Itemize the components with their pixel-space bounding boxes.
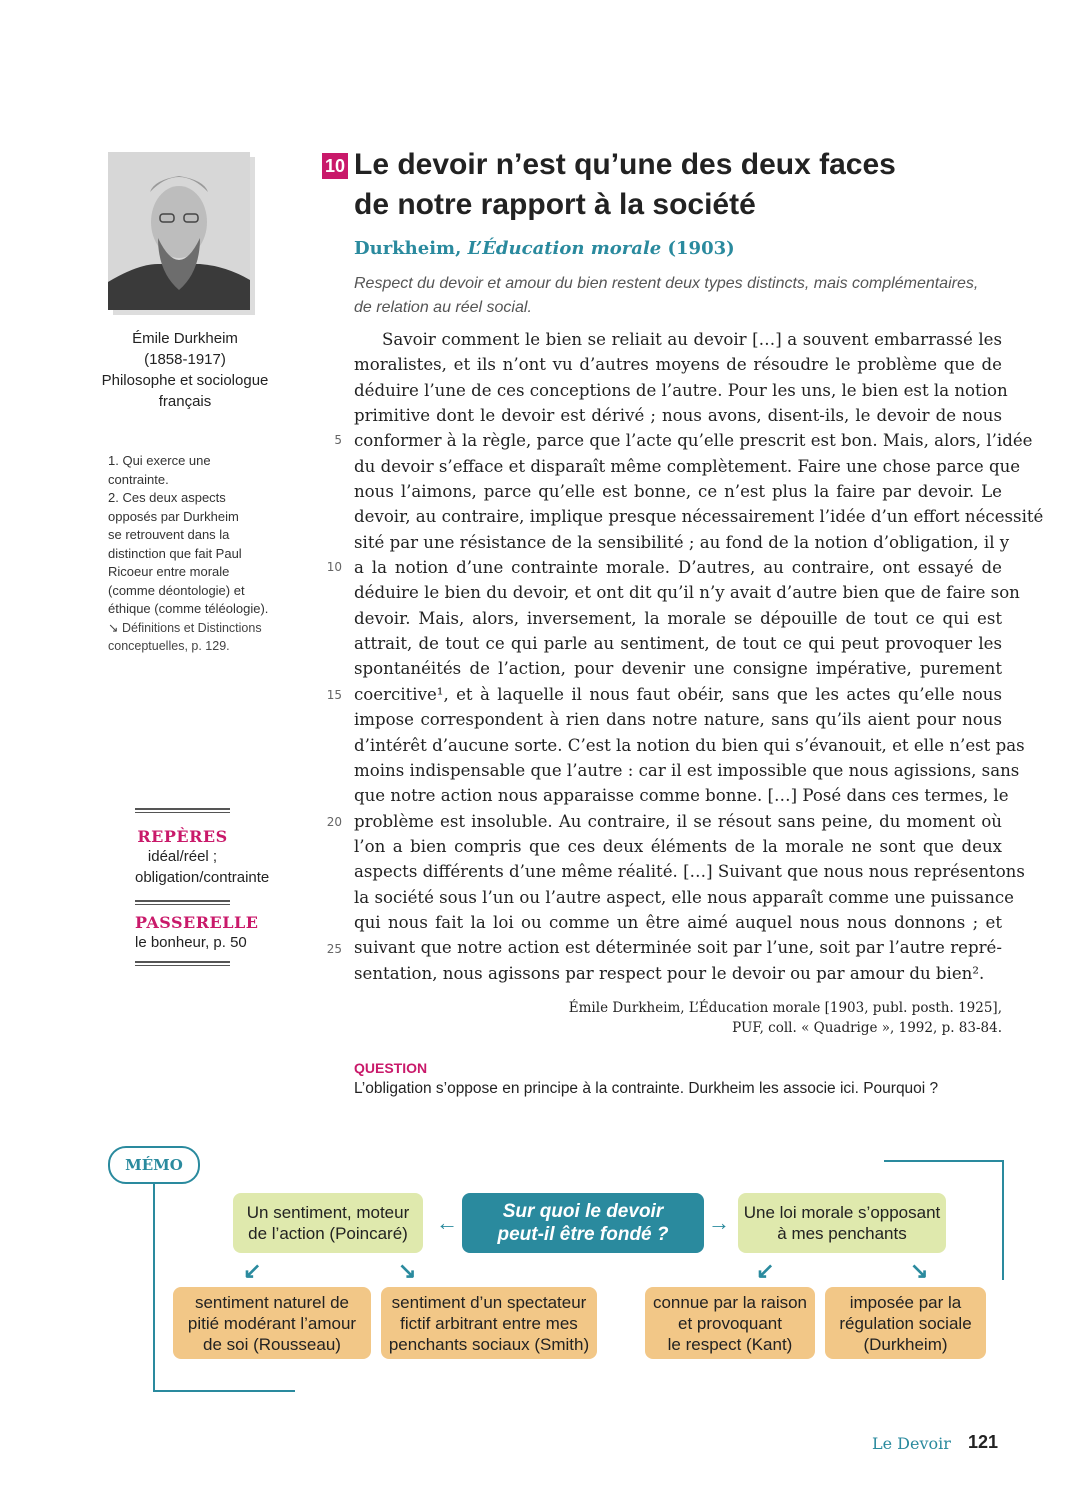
node-line: de l’action (Poincaré) [248,1224,408,1243]
note-crossref[interactable]: conceptuelles, p. 129. [108,639,230,653]
author-line [354,238,735,259]
node-line: pitié modérant l’amour [187,1313,357,1333]
node-line: sentiment naturel de [194,1292,350,1312]
text-line: suivant que notre action est déterminée soit par l’une, soit par l’autre repré- [354,938,1002,958]
text-line: moins indispensable que l’autre : car il est impossible que nous agissions, sans [354,760,1020,780]
main-text [354,327,1044,986]
caption-dates: (1858-1917) [144,351,226,368]
page-number: 121 [968,1432,999,1452]
node-line: le respect (Kant) [667,1334,793,1354]
text-line: conformer à la règle, parce que l’acte qu’elle prescrit est bon. Mais, alors, l’idée [354,431,1033,451]
line-number: 25 [326,942,342,956]
passerelle-link[interactable]: le bonheur, p. 50 [135,934,247,951]
question-text: L’obligation s’oppose en principe à la contrainte. Durkheim les associe ici. Pourquoi ? [354,1080,939,1097]
text-line: attrait, de tout ce qui parle au sentiment, de tout ce qui peut provoquer les [354,634,1002,654]
arrow-down-right-icon: ↘ [398,1258,417,1283]
node-line: régulation sociale [839,1313,972,1333]
node-line: peut-il être fondé ? [497,1224,669,1245]
work-year: (1903) [661,238,735,259]
citation [540,998,1002,1038]
note-line: 1. Qui exerce une [108,453,211,468]
text-line: sentation, nous agissons par respect pour le devoir ou par amour du bien². [354,963,985,983]
arrow-down-left-icon: ↙ [243,1258,262,1283]
node-line: de soi (Rousseau) [203,1334,341,1354]
page-title [354,145,914,225]
note-line: distinction que fait Paul [108,545,242,561]
text-line: que notre action nous apparaisse comme bonne. […] Posé dans ces termes, le [354,786,1009,806]
intro-line: de relation au réel social. [354,299,532,316]
line-number: 5 [334,433,342,447]
memo-leaf-durkheim [825,1287,986,1359]
text-line: devoir, au contraire, implique presque nécessairement l’idée d’un effort nécessité [354,507,1044,527]
caption-name: Émile Durkheim [132,330,238,347]
text-line: nous l’aimons, parce qu’elle est bonne, ce n’est plus la faire par devoir. Le [354,482,1002,502]
caption-role: Philosophe et sociologue [101,372,269,389]
text-line: problème est insoluble. Au contraire, il se résout sans peine, du moment où [354,811,1002,831]
memo-node-sentiment [233,1193,423,1253]
reperes-line: obligation/contrainte [135,869,270,886]
node-line: (Durkheim) [863,1334,948,1354]
portrait-caption [100,328,270,412]
line-number: 15 [326,688,342,702]
node-line: Une loi morale s’opposant [743,1203,941,1222]
node-line: et provoquant [678,1313,782,1333]
intro-line: Respect du devoir et amour du bien restent deux types distincts, mais complémentaires, [354,275,979,292]
text-line: primitive dont le devoir est dérivé ; nous avons, disent-ils, le devoir de nous [354,406,1002,426]
node-line: fictif arbitrant entre mes [400,1313,578,1333]
memo-badge: MÉMO [108,1146,200,1184]
doc-number-badge: 10 [322,153,348,179]
memo-node-loi-morale [738,1193,946,1253]
citation-line: PUF, coll. « Quadrige », 1992, p. 83-84. [732,1020,1002,1036]
divider [135,900,230,905]
node-line: à mes penchants [777,1224,907,1243]
memo-leaf-rousseau [173,1287,371,1359]
text-line: déduire le bien du devoir, et ont dit qu’il n’y avait d’autre bien que de faire son [354,583,1020,603]
reperes-line: idéal/réel ; [147,848,218,865]
caption-nationality: français [158,393,212,410]
note-line: contrainte. [108,471,169,487]
arrow-down-left-icon: ↙ [756,1258,775,1283]
portrait-illustration [108,152,250,310]
text-line: moralistes, et ils n’ont vu d’autres moyens de résoudre le problème que de [354,355,1002,375]
node-line: imposée par la [849,1292,962,1312]
memo-node-center [462,1193,704,1253]
text-line: spontanéités de l’action, pour devenir une consigne impérative, purement [354,659,1002,679]
title-line: de notre rapport à la société [354,188,756,221]
note-line: 2. Ces deux aspects [108,490,226,505]
text-line: coercitive¹, et à laquelle il nous faut obéir, sans que les actes qu’elle nous [354,684,1002,704]
reperes-box [135,808,270,966]
text-line: déduire l’une de ces conceptions de l’autre. Pour les uns, le bien est la notion [354,380,1008,400]
note-line: opposés par Durkheim [108,508,239,524]
note-line: éthique (comme téléologie). [108,601,269,616]
text-line: Savoir comment le bien se reliait au devoir […] a souvent embarrassé les [382,330,1002,349]
node-line: Un sentiment, moteur [246,1203,410,1222]
note-line: (comme déontologie) et [108,582,245,598]
text-line: aspects différents d’une même réalité. […] Suivant que nous nous représentons [354,862,1025,882]
memo-leaf-smith [381,1287,597,1359]
node-line: connue par la raison [652,1292,808,1312]
title-line: Le devoir n’est qu’une des deux faces [354,148,896,181]
text-line: d’intérêt d’aucune sorte. C’est la notion du bien qui s’évanouit, et elle n’est pas [354,735,1025,755]
note-line: Ricoeur entre morale [108,564,230,579]
line-number: 10 [326,560,342,574]
node-line: sentiment d’un spectateur [391,1292,587,1312]
author-name: Durkheim, [354,238,468,259]
memo-leaf-kant [645,1287,815,1359]
text-line: l’on a bien compris que ces deux éléments de la morale ne sont que deux [354,836,1002,856]
reperes-title: REPÈRES [137,827,228,846]
line-number: 20 [326,815,342,829]
text-line: la société sous l’un ou l’autre aspect, elle nous apparaît comme une puissance [354,887,1014,907]
node-line: penchants sociaux (Smith) [388,1334,590,1354]
portrait-photo [108,152,250,310]
text-line: impose correspondent à rien dans notre nature, sans qu’ils aient pour nous [354,710,1002,730]
work-title: L’Éducation morale [467,238,662,259]
divider [135,808,230,813]
text-line: sité par une résistance de la sensibilité ; au fond de la notion d’obligation, il y [354,532,1010,552]
divider [135,961,230,966]
arrow-right-icon: → [708,1210,730,1235]
citation-line: Émile Durkheim, L’Éducation morale [1903, publ. posth. 1925], [568,1000,1002,1016]
note-crossref[interactable]: ↘ Définitions et Distinctions [108,620,262,635]
intro-text [354,272,1004,320]
question-label: QUESTION [354,1060,428,1076]
arrow-left-icon: ← [436,1210,458,1235]
footer-chapter: Le Devoir [872,1434,951,1453]
text-line: a la notion d’une contrainte morale. D’autres, au contraire, ont essayé de [354,558,1002,578]
arrow-down-right-icon: ↘ [910,1258,929,1283]
text-line: qui nous fait la loi ou comme un être aimé auquel nous nous donnons ; et [354,912,1002,932]
node-line: Sur quoi le devoir [502,1201,664,1222]
text-line: devoir. Mais, alors, inversement, la morale se dépouille de tout ce qui est [354,608,1002,628]
note-line: se retrouvent dans la [108,527,230,542]
footnotes [108,452,283,656]
passerelle-title: PASSERELLE [135,913,259,932]
text-line: du devoir s’efface et disparaît même complètement. Faire une chose parce que [354,456,1021,476]
